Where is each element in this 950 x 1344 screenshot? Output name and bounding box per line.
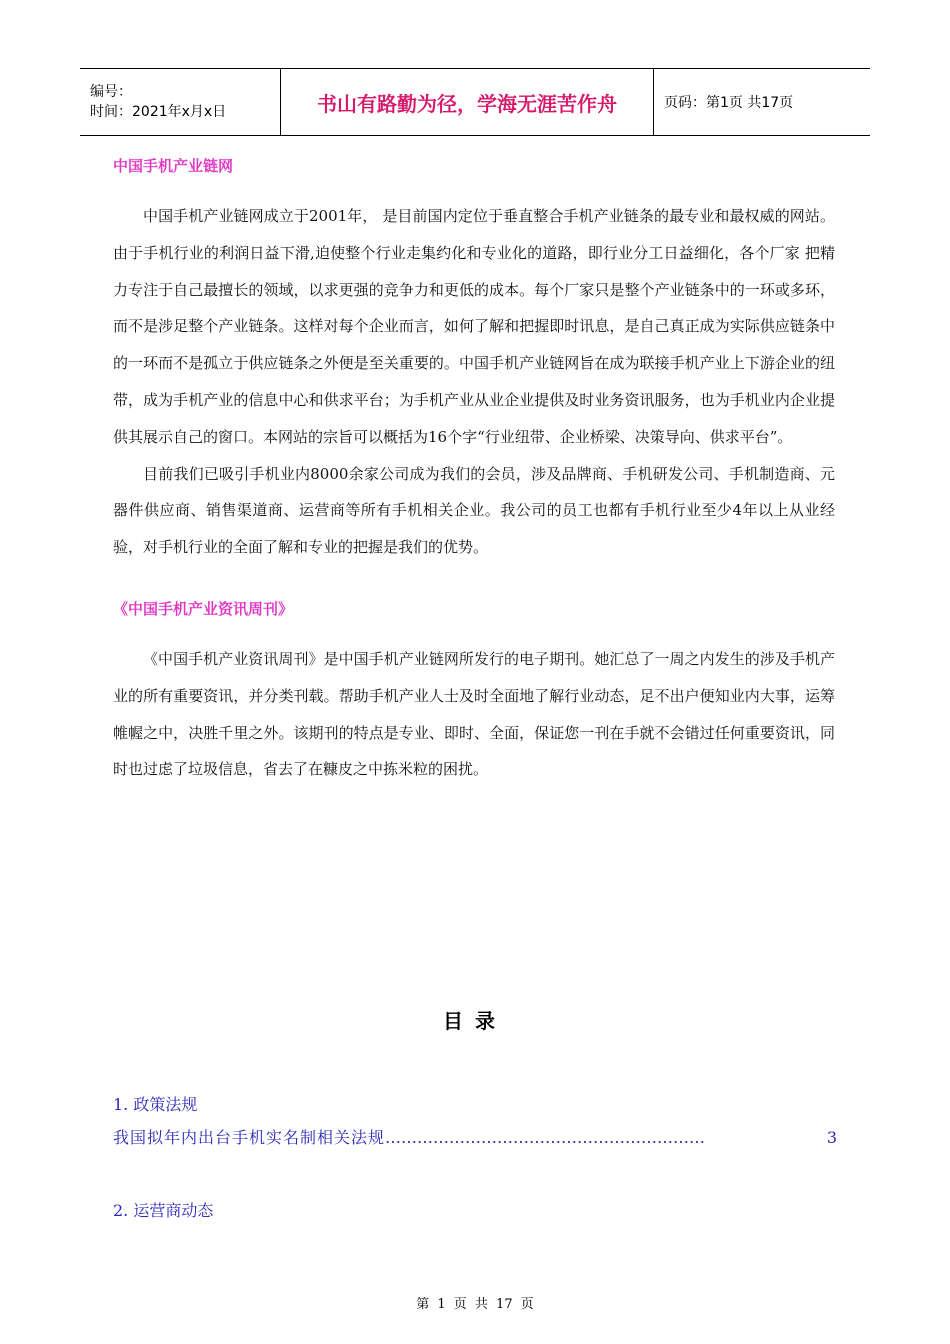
toc-leader-dots: …………………………………………………… [385, 1128, 706, 1147]
toc-entry[interactable] [113, 1120, 838, 1156]
header-time: 时间：2021年x月x日 [90, 104, 227, 120]
page-header [80, 68, 870, 136]
table-of-contents [113, 1090, 838, 1226]
paragraph: 《中国手机产业资讯周刊》是中国手机产业链网所发行的电子期刊。她汇总了一周之内发生的涉及手机产业的所有重要资讯，并分类刊载。帮助手机产业人士及时全面地了解行业动态，足不出户便知业内大事，运筹帷幄之中，决胜千里之外。该期刊的特点是专业、即时、全面，保证您一刊在手就不会错过任何重要资讯，同时也过虑了垃圾信息，省去了在糠皮之中拣米粒的困扰。 [113, 649, 835, 779]
header-motto-cell [281, 69, 654, 135]
toc-group-heading[interactable]: 2. 运营商动态 [113, 1201, 214, 1220]
header-motto: 书山有路勤为径，学海无涯苦作舟 [317, 91, 617, 116]
toc-group-heading[interactable]: 1. 政策法规 [113, 1095, 198, 1114]
toc-entry-page: 3 [826, 1128, 838, 1147]
paragraph: 目前我们已吸引手机业内8000余家公司成为我们的会员，涉及品牌商、手机研发公司、手机制造商、元器件供应商、销售渠道商、运营商等所有手机相关企业。我公司的员工也都有手机行业至少4年以上从业经验，对手机行业的全面了解和专业的把握是我们的优势。 [113, 464, 835, 557]
header-page-cell [654, 69, 870, 135]
header-number: 编号： [90, 84, 132, 100]
section-title: 《中国手机产业资讯周刊》 [113, 599, 294, 618]
document-body [113, 155, 835, 788]
paragraph: 中国手机产业链网成立于2001年， 是目前国内定位于垂直整合手机产业链条的最专业和最权威的网站。由于手机行业的利润日益下滑,迫使整个行业走集约化和专业化的道路，即行业分工日益细化，各个厂家 把精力专注于自己最擅长的领域，以求更强的竞争力和更低的成本。每个厂家只是整个产业链条中的一环或多环，而不是涉足整个产业链条。这样对每个企业而言，如何了解和把握即时讯息，是自己真正成为实际供应链条中的一环而不是孤立于供应链条之外便是至关重要的。中国手机产业链网旨在成为联接手机产业上下游企业的纽带，成为手机产业的信息中心和供求平台；为手机产业从业企业提供及时业务资讯服务，也为手机业内企业提供其展示自己的窗口。本网站的宗旨可以概括为16个字“行业纽带、企业桥梁、决策导向、供求平台”。 [113, 207, 835, 446]
section-title: 中国手机产业链网 [113, 157, 234, 175]
toc-entry-label: 我国拟年内出台手机实名制相关法规 [113, 1128, 386, 1147]
page-footer: 第 1 页 共 17 页 [416, 1297, 534, 1312]
header-meta [80, 69, 281, 135]
header-page-info: 页码：第1页 共17页 [664, 95, 794, 111]
toc-title: 目录 [443, 1009, 507, 1033]
